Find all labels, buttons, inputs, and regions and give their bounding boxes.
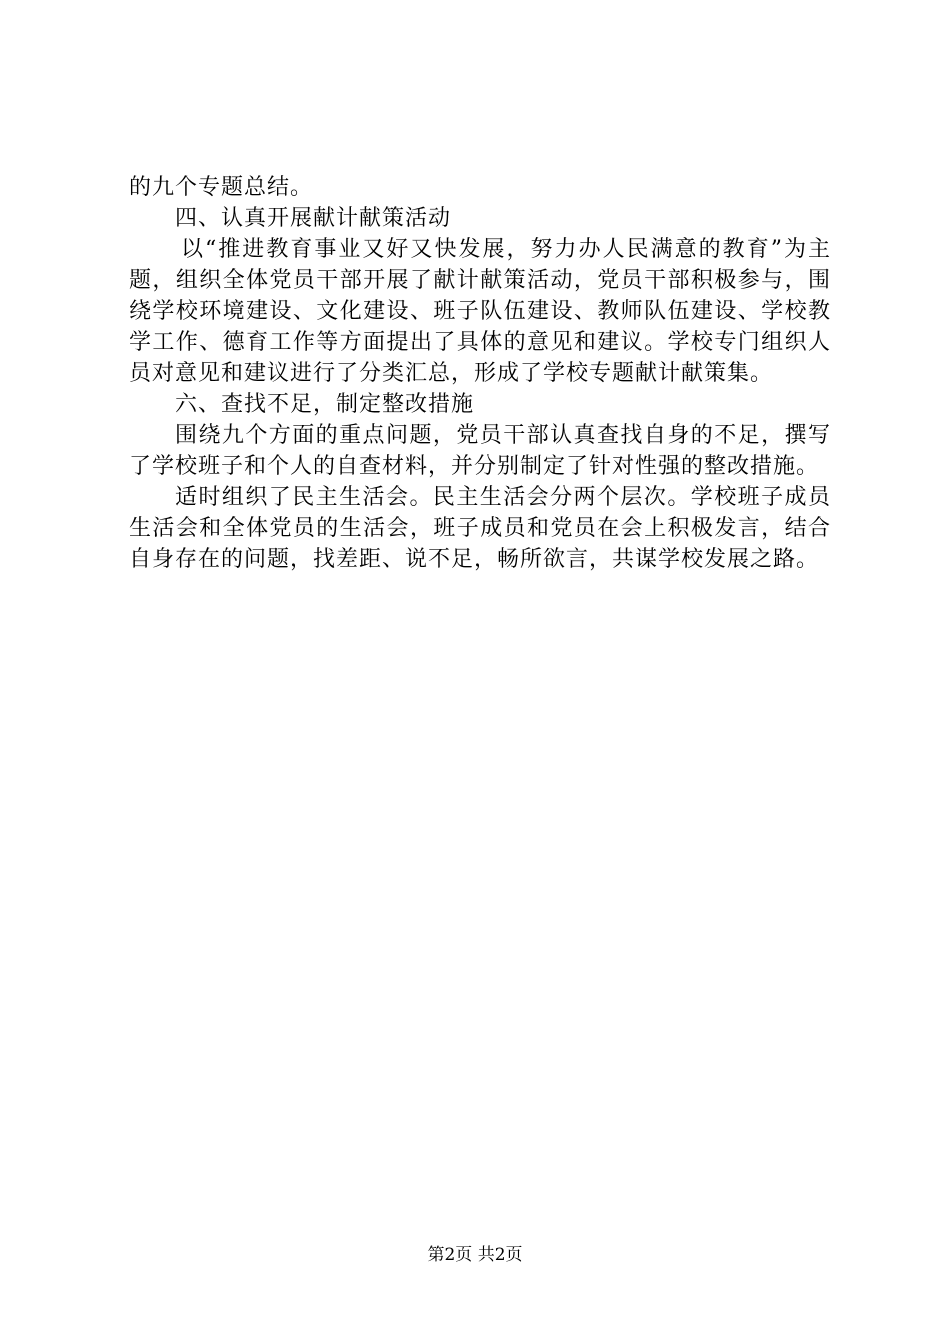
paragraph-self-check: 围绕九个方面的重点问题，党员干部认真查找自身的不足，撰写了学校班子和个人的自查材料，并分别制定了针对性强的整改措施。 [129, 423, 831, 479]
paragraph-continuation: 的九个专题总结。 [129, 175, 314, 200]
document-body [129, 172, 831, 575]
section-heading-four: 四、认真开展献计献策活动 [175, 206, 452, 231]
section-heading-six: 六、查找不足，制定整改措施 [175, 392, 475, 417]
paragraph-suggestions: 以“推进教育事业又好又快发展，努力办人民满意的教育”为主题，组织全体党员干部开展了献计献策活动，党员干部积极参与，围绕学校环境建设、文化建设、班子队伍建设、教师队伍建设、学校教学工作、德育工作等方面提出了具体的意见和建议。学校专门组织人员对意见和建议进行了分类汇总，形成了学校专题献计献策集。 [129, 237, 831, 386]
page-footer: 第2页 共2页 [427, 1245, 523, 1265]
paragraph-democratic-meeting: 适时组织了民主生活会。民主生活会分两个层次。学校班子成员生活会和全体党员的生活会，班子成员和党员在会上积极发言，结合自身存在的问题，找差距、说不足，畅所欲言，共谋学校发展之路。 [129, 485, 831, 572]
